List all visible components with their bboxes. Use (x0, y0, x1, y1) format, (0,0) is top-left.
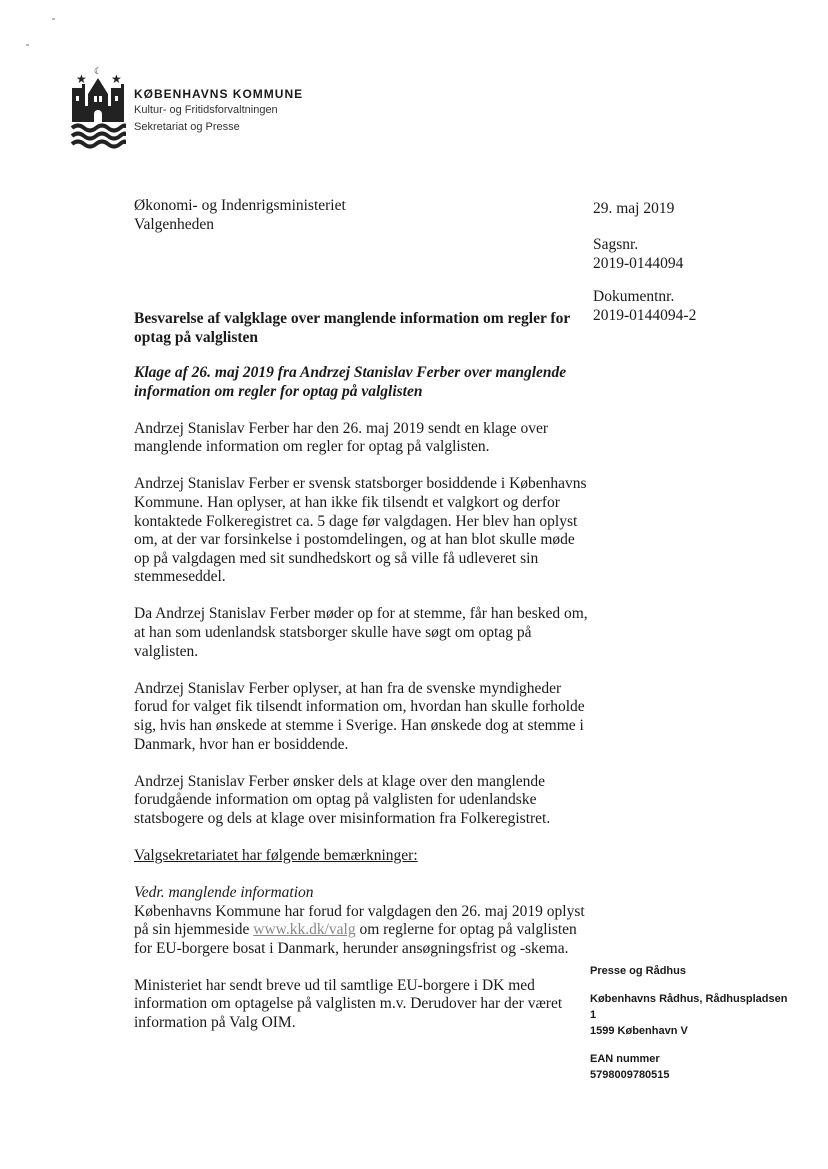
organization-name: KØBENHAVNS KOMMUNE (134, 87, 304, 101)
letter-date: 29. maj 2019 (593, 200, 675, 217)
svg-text:★: ★ (111, 72, 122, 86)
case-number-block (593, 235, 696, 273)
document-meta (593, 199, 696, 325)
coat-of-arms-logo (70, 66, 126, 152)
complaint-heading: Klage af 26. maj 2019 fra Andrzej Stanislav Ferber over manglende information om regler for optag på valglisten (134, 364, 567, 400)
document-number-block (593, 287, 696, 325)
ean-number: 5798009780515 (590, 1069, 670, 1081)
recipient-line: Valgenheden (134, 216, 215, 233)
unit-name: Sekretariat og Presse (134, 121, 240, 133)
organization-header (134, 86, 303, 136)
svg-text:★: ★ (76, 72, 87, 86)
ean-label: EAN nummer (590, 1053, 660, 1065)
recipient-line: Økonomi- og Indenrigsministeriet (134, 197, 346, 214)
body-paragraph: Københavns Kommune har forud for valgdagen den 26. maj 2019 oplyst på sin hjemmeside www.kk.dk/valg om reglerne for optag på valglisten for EU-borgere bosat i Danmark, herunder ansøgningsfrist og -skema. (134, 902, 585, 957)
municipality-website-link[interactable]: www.kk.dk/valg (253, 921, 356, 939)
scan-speck (52, 18, 55, 20)
contact-address: Københavns Rådhus, Rådhuspladsen (590, 993, 788, 1005)
scan-speck (26, 44, 29, 46)
svg-text:☾: ☾ (94, 67, 103, 77)
contact-address: 1 (590, 1009, 597, 1021)
case-number-label: Sagsnr. (593, 236, 639, 253)
department-name: Kultur- og Fritidsforvaltningen (134, 104, 278, 116)
letter-body (134, 364, 594, 1051)
case-number: 2019-0144094 (593, 255, 684, 272)
section-heading: Vedr. manglende information (134, 883, 314, 901)
body-paragraph: Andrzej Stanislav Ferber oplyser, at han fra de svenske myndigheder forud for valget fik tilsendt information om, hvordan han skulle forholde sig, hvis han ønskede at stemme i Sverige. Han ønskede dog at stemme i Danmark, hvor han er bosiddende. (134, 679, 585, 753)
document-number-label: Dokumentnr. (593, 288, 675, 305)
body-paragraph: Andrzej Stanislav Ferber er svensk statsborger bosiddende i Københavns Kommune. Han oplyser, at han ikke fik tilsendt et valgkort og derfor kontaktede Folkeregistret ca. 5 dage før valgdagen. Her blev han oplyst om, at der var forsinkelse i postomdelingen, og at han blot skulle møde op på valgdagen med sit sundhedskort og så ville få udleveret sin stemmeseddel. (134, 475, 587, 586)
body-paragraph: Andrzej Stanislav Ferber har den 26. maj 2019 sendt en klage over manglende information om regler for optag på valglisten. (134, 419, 549, 456)
contact-title: Presse og Rådhus (590, 965, 686, 977)
remarks-heading: Valgsekretariatet har følgende bemærkninger: (134, 846, 418, 864)
body-paragraph: Ministeriet har sendt breve ud til samtlige EU-borgere i DK med information om optagelse på valglisten m.v. Derudover har der været information på Valg OIM. (134, 976, 563, 1032)
recipient-address (134, 196, 346, 234)
contact-block (590, 963, 787, 1083)
contact-postal: 1599 København V (590, 1025, 688, 1037)
letter-subject: Besvarelse af valgklage over manglende information om regler for optag på valglisten (134, 310, 570, 346)
body-paragraph: Da Andrzej Stanislav Ferber møder op for at stemme, får han besked om, at han som udenlandsk statsborger skulle have søgt om optag på valglisten. (134, 605, 588, 660)
body-paragraph: Andrzej Stanislav Ferber ønsker dels at klage over den manglende forudgående information om optag på valglisten for udenlandske statsbogere og dels at klage over misinformation fra Folkeregistret. (134, 772, 551, 827)
document-number: 2019-0144094-2 (593, 307, 697, 324)
